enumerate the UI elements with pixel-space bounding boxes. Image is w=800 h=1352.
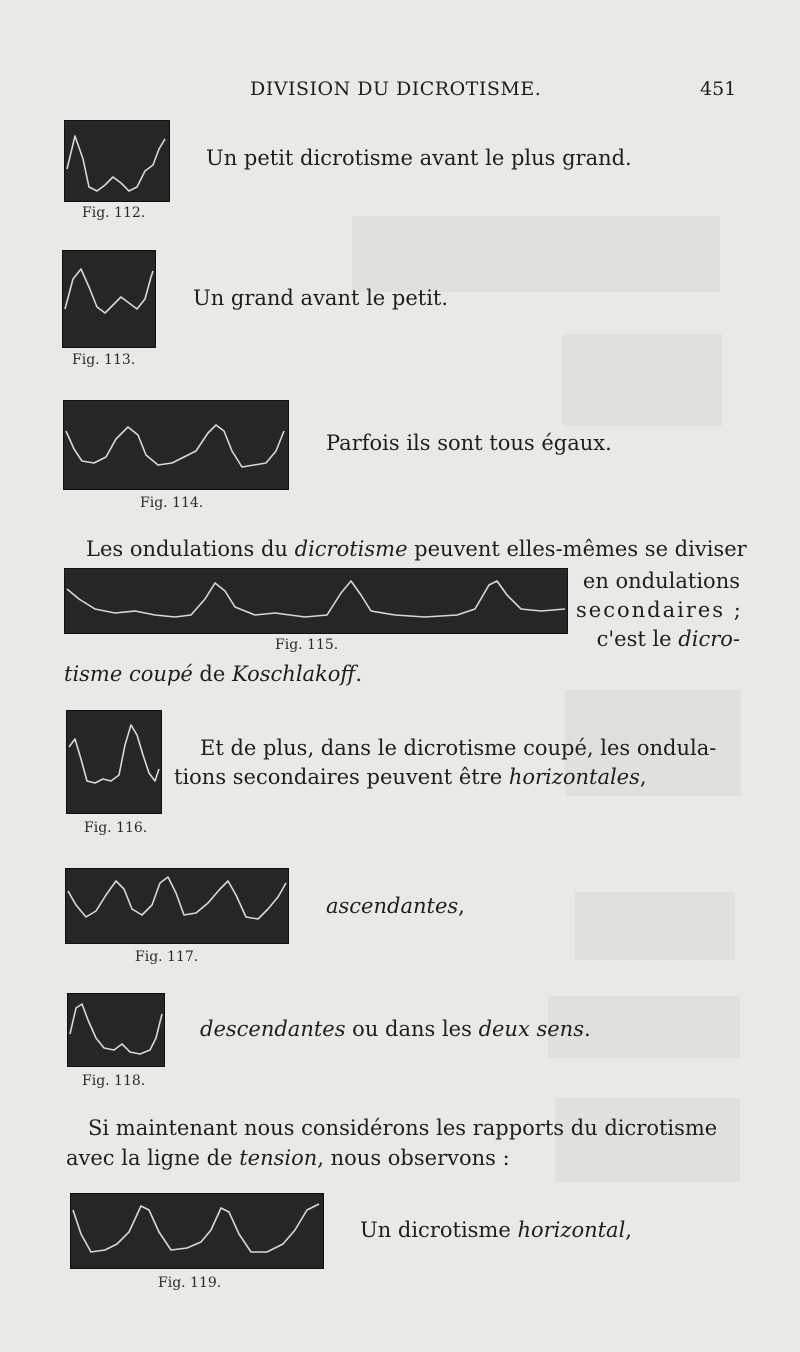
text-run: Et de plus, dans le dicrotisme coupé, les ondula-	[200, 736, 717, 760]
text-run-italic: dicro-	[678, 627, 740, 651]
paragraph-line	[86, 535, 747, 563]
text-run-italic: dicrotisme	[294, 537, 408, 561]
figure-caption: Fig. 118.	[82, 1073, 146, 1089]
pulse-tracing-117	[66, 869, 288, 943]
figure-115	[64, 568, 568, 634]
figure-caption: Fig. 112.	[82, 205, 146, 221]
paragraph-line	[576, 596, 743, 624]
bleed-through-figure	[352, 216, 720, 292]
pulse-tracing-114	[64, 401, 288, 489]
text-run: c'est le	[596, 627, 679, 651]
text-run: avec la ligne de	[66, 1146, 240, 1170]
page-header	[0, 78, 800, 108]
caption-line	[200, 1015, 591, 1043]
text-run-italic: ascendantes	[326, 894, 459, 918]
text-run: ou dans les	[345, 1017, 479, 1041]
figure-114	[63, 400, 289, 490]
text-run-italic: Koschlakoff	[231, 662, 356, 686]
text-run: peuvent elles-mêmes se diviser	[407, 537, 747, 561]
figure-caption: Fig. 115.	[275, 637, 339, 653]
paragraph-line	[64, 660, 362, 688]
paragraph-line	[88, 1114, 717, 1142]
figure-119	[70, 1193, 324, 1269]
running-title: DIVISION DU DICROTISME.	[250, 78, 542, 100]
text-run: Un dicrotisme	[360, 1218, 518, 1242]
text-run: .	[355, 662, 362, 686]
caption-text-113: Un grand avant le petit.	[193, 286, 449, 310]
paragraph-line	[560, 625, 740, 653]
bleed-through-figure	[562, 334, 722, 426]
text-run: en ondulations	[582, 569, 740, 593]
text-run: de	[192, 662, 232, 686]
caption-line	[174, 763, 647, 791]
pulse-tracing-118	[68, 994, 164, 1066]
pulse-tracing-113	[63, 251, 155, 347]
text-run: Les ondulations du	[86, 537, 295, 561]
paragraph-line	[576, 567, 740, 595]
figure-113	[62, 250, 156, 348]
figure-caption: Fig. 119.	[158, 1275, 222, 1291]
figure-caption: Fig. 116.	[84, 820, 148, 836]
figure-112	[64, 120, 170, 202]
text-run-italic: descendantes	[200, 1017, 346, 1041]
text-run-italic: horizontales	[508, 765, 640, 789]
bleed-through-figure	[575, 892, 735, 960]
text-run-italic: tension	[239, 1146, 318, 1170]
paragraph-line	[66, 1144, 510, 1172]
text-run: ,	[625, 1218, 632, 1242]
pulse-tracing-119	[71, 1194, 323, 1268]
text-run-italic: deux sens	[478, 1017, 584, 1041]
figure-116	[66, 710, 162, 814]
figure-caption: Fig. 113.	[72, 352, 136, 368]
caption-text-112: Un petit dicrotisme avant le plus grand.	[206, 146, 632, 170]
page-number: 451	[700, 78, 737, 100]
text-run: Si maintenant nous considérons les rapports du dicrotisme	[88, 1116, 718, 1140]
pulse-tracing-115	[65, 569, 567, 633]
caption-line	[360, 1216, 632, 1244]
text-run-italic: horizontal	[517, 1218, 626, 1242]
caption-text-114: Parfois ils sont tous égaux.	[326, 431, 612, 455]
caption-line	[200, 734, 716, 762]
text-run: .	[583, 1017, 591, 1041]
pulse-tracing-116	[67, 711, 161, 813]
figure-caption: Fig. 117.	[135, 949, 199, 965]
text-run: secondaires ;	[576, 598, 743, 622]
text-run: , nous observons :	[317, 1146, 510, 1170]
figure-117	[65, 868, 289, 944]
text-run-italic: tisme coupé	[64, 662, 193, 686]
figure-118	[67, 993, 165, 1067]
text-run: ,	[639, 765, 647, 789]
caption-line	[326, 892, 465, 920]
pulse-tracing-112	[65, 121, 169, 201]
figure-caption: Fig. 114.	[140, 495, 204, 511]
text-run: ,	[458, 894, 465, 918]
text-run: tions secondaires peuvent être	[174, 765, 509, 789]
